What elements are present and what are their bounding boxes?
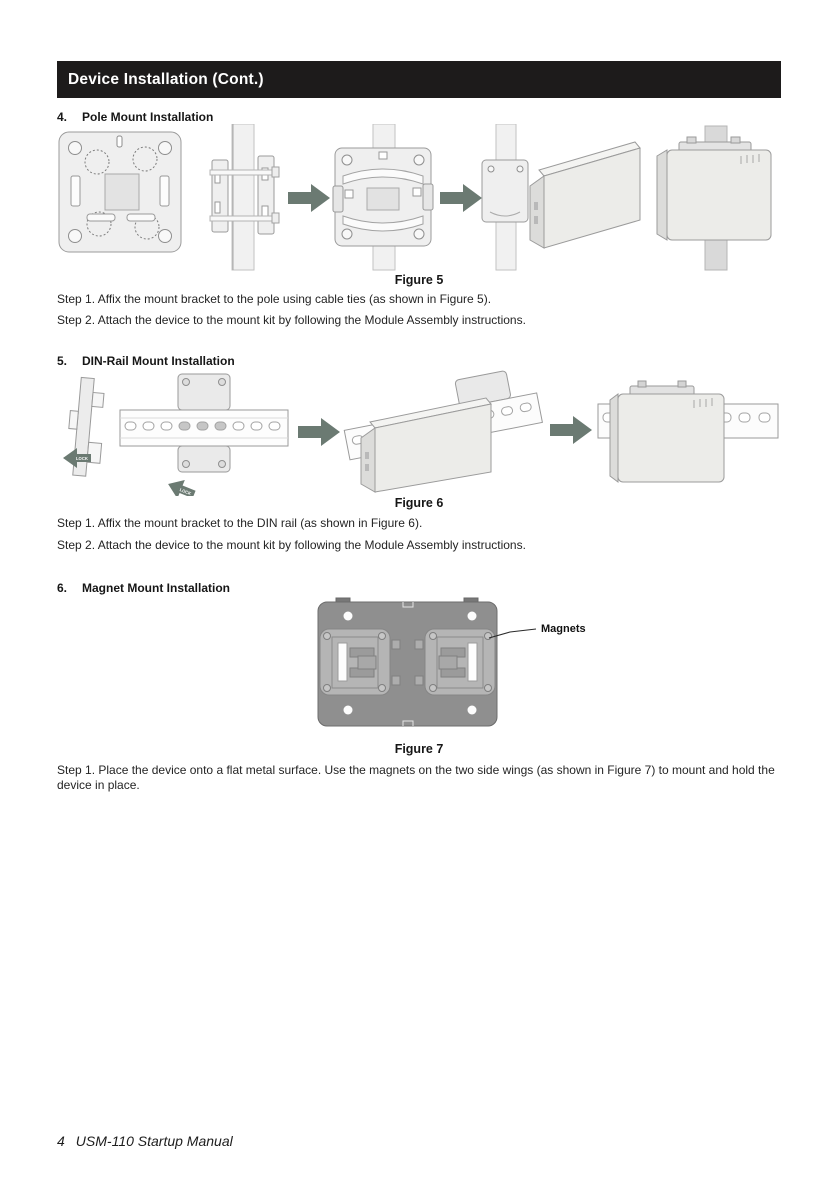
section-number: 6.	[57, 581, 68, 595]
section-number: 4.	[57, 110, 68, 124]
section-title: Magnet Mount Installation	[82, 581, 230, 595]
right-magnet-strip	[468, 643, 477, 681]
right-arrow-icon	[440, 184, 482, 212]
section-5-heading	[57, 354, 235, 368]
device-mounted-on-rail	[598, 381, 778, 482]
figure-5-caption: Figure 5	[394, 273, 444, 287]
figure-5-illustration	[57, 124, 781, 272]
step-text: Step 2. Attach the device to the mount kit by following the Module Assembly instructions.	[57, 538, 526, 552]
page-footer	[57, 1133, 233, 1149]
section-number: 5.	[57, 354, 68, 368]
magnets-annotation: Magnets	[541, 623, 586, 635]
figure-7-caption: Figure 7	[394, 742, 444, 756]
figure-6-illustration	[57, 370, 781, 496]
section-title: DIN-Rail Mount Installation	[82, 354, 235, 368]
din-rail-diagram	[57, 370, 781, 496]
right-magnet-wing	[415, 629, 495, 695]
left-magnet-wing	[320, 629, 400, 695]
figure-7-illustration	[308, 596, 586, 736]
step-text: Step 1. Affix the mount bracket to the DIN rail (as shown in Figure 6).	[57, 516, 423, 530]
step-text: Step 1. Place the device onto a flat metal surface. Use the magnets on the two side wings (as shown in Figure 7) to mount and hold the device in place.	[57, 763, 775, 792]
section-title: Pole Mount Installation	[82, 110, 214, 124]
section-header-bar	[57, 61, 781, 98]
din-clip-side	[63, 377, 107, 478]
left-magnet-strip	[338, 643, 347, 681]
figure-6-caption: Figure 6	[394, 496, 444, 510]
section-4-heading	[57, 110, 213, 124]
device-mounted-on-pole	[657, 126, 771, 270]
svg-text:LOCK: LOCK	[179, 487, 192, 496]
right-arrow-icon	[288, 184, 330, 212]
page-number: 4	[57, 1133, 65, 1149]
right-arrow-icon	[550, 416, 592, 444]
pole-mount-diagram	[57, 124, 781, 272]
bracket-on-rail	[120, 374, 288, 496]
device-attach-rail-angled	[339, 370, 542, 492]
lock-left-arrow-icon	[164, 475, 197, 496]
page-title: Device Installation (Cont.)	[68, 70, 264, 88]
right-arrow-icon	[298, 418, 340, 446]
mount-plate-front	[59, 132, 181, 252]
bracket-on-pole-front	[333, 124, 433, 270]
manual-title: USM-110 Startup Manual	[75, 1133, 233, 1149]
device-attach-angled	[482, 124, 640, 270]
step-text: Step 2. Attach the device to the mount kit by following the Module Assembly instructions.	[57, 313, 526, 327]
step-text: Step 1. Affix the mount bracket to the pole using cable ties (as shown in Figure 5).	[57, 292, 492, 306]
magnet-mount-diagram	[308, 596, 538, 732]
section-6-heading	[57, 581, 230, 595]
svg-text:LOCK: LOCK	[76, 456, 88, 461]
pole-with-bracket-side	[210, 124, 279, 270]
